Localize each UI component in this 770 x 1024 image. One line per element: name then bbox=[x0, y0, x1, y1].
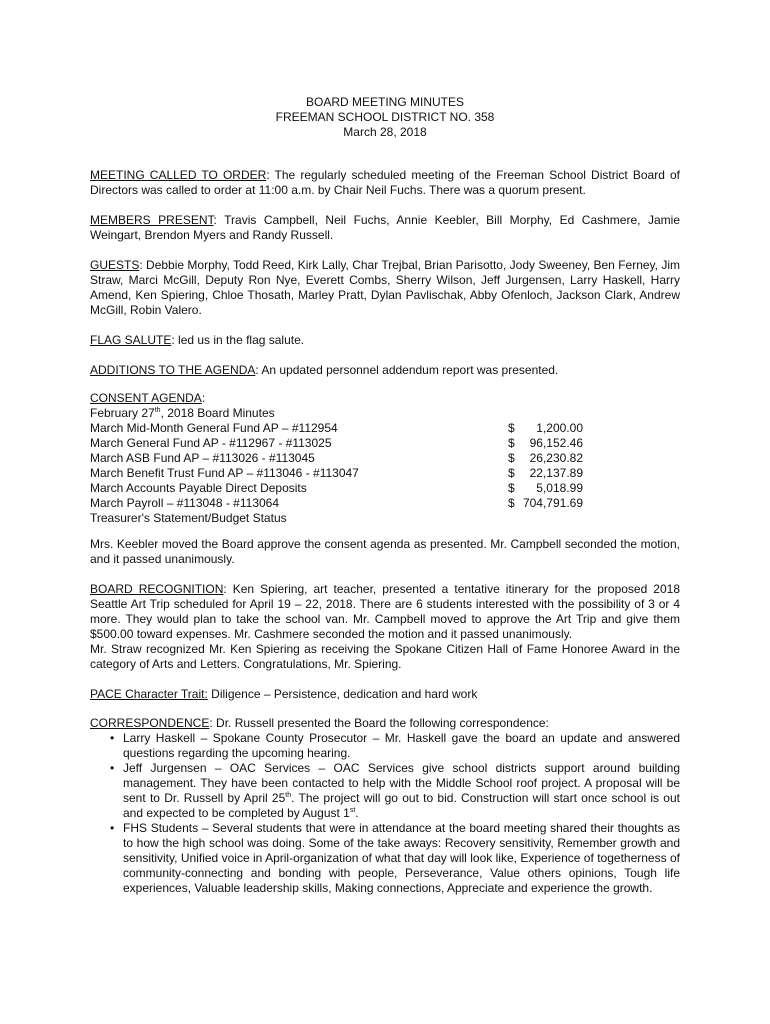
currency-symbol: $ bbox=[508, 481, 515, 495]
section-text: : Travis Campbell, Neil Fuchs, Annie Keebler, Bill Morphy, Ed Cashmere, Jamie Weingart, Brendon Myers and Randy Russell. bbox=[90, 213, 680, 242]
bullet-icon: • bbox=[110, 821, 115, 835]
list-item-text: Larry Haskell – Spokane County Prosecutor – Mr. Haskell gave the board an update and answered questions regarding the upcoming hearing. bbox=[123, 731, 680, 760]
section-heading: ADDITIONS TO THE AGENDA bbox=[90, 363, 256, 377]
list-item bbox=[90, 821, 680, 896]
currency-symbol: $ bbox=[508, 466, 515, 480]
additions-section bbox=[90, 363, 680, 378]
amount-value: 22,137.89 bbox=[529, 466, 583, 480]
bullet-icon: • bbox=[110, 761, 115, 775]
section-heading: CONSENT AGENDA bbox=[90, 391, 202, 405]
bullet-icon: • bbox=[110, 731, 115, 745]
motion-text: Mrs. Keebler moved the Board approve the consent agenda as presented. Mr. Campbell seconded the motion, and it passed unanimously. bbox=[90, 537, 680, 566]
correspondence-section bbox=[90, 716, 680, 896]
guests-section bbox=[90, 258, 680, 318]
meeting-called-section bbox=[90, 168, 680, 198]
section-heading: PACE Character Trait: bbox=[90, 687, 208, 701]
consent-item-row bbox=[90, 466, 680, 481]
section-text: : The regularly scheduled meeting of the Freeman School District Board of Directors was called to order at 11:00 a.m. by Chair Neil Fuchs. There was a quorum present. bbox=[90, 168, 680, 197]
amount-value: 1,200.00 bbox=[536, 421, 583, 435]
treasurer-statement: Treasurer's Statement/Budget Status bbox=[90, 511, 287, 525]
heading-colon: : bbox=[201, 391, 206, 405]
amount-value: 704,791.69 bbox=[522, 496, 583, 510]
consent-item-row bbox=[90, 496, 680, 511]
currency-symbol: $ bbox=[508, 421, 515, 435]
section-text: Diligence – Persistence, dedication and hard work bbox=[207, 687, 478, 701]
consent-item-label: March ASB Fund AP – #113026 - #113045 bbox=[90, 451, 315, 465]
section-heading: GUESTS bbox=[90, 258, 140, 272]
correspondence-list bbox=[90, 731, 680, 896]
consent-item-row bbox=[90, 481, 680, 496]
ordinal-suffix: th bbox=[154, 407, 161, 414]
document-header bbox=[0, 95, 770, 140]
flag-salute-section bbox=[90, 333, 680, 348]
members-present-section bbox=[90, 213, 680, 243]
minutes-date: February 27 bbox=[90, 406, 155, 420]
consent-items-list bbox=[90, 421, 680, 511]
amount-value: 96,152.46 bbox=[529, 436, 583, 450]
consent-item-row bbox=[90, 436, 680, 451]
document-title: BOARD MEETING MINUTES bbox=[305, 95, 464, 109]
district-name: FREEMAN SCHOOL DISTRICT NO. 358 bbox=[275, 110, 495, 124]
list-item-text: FHS Students – Several students that were in attendance at the board meeting shared their thoughts as to how the high school was doing. Some of the take aways: Recovery sensitivity, Remember growth and sensitivity, Unified voice in April-organization of what that day will look like, Experience of togetherness of community-connecting and bonding with people, Perseverance, Value others opinions, Tough life experiences, Valuable leadership skills, Making connections, Appreciate and experience the growth. bbox=[123, 821, 680, 895]
section-text: : An updated personnel addendum report was presented. bbox=[255, 363, 559, 377]
ordinal-suffix: st bbox=[349, 807, 356, 814]
pace-section bbox=[90, 687, 680, 702]
list-item-text: Jeff Jurgensen – OAC Services – OAC Services give school districts support around building management. They have been contacted to help with the Middle School roof project. A proposal will be sent to Dr. Russell by April 25 bbox=[123, 761, 680, 805]
section-text: : Ken Spiering, art teacher, presented a tentative itinerary for the proposed 2018 Seattle Art Trip scheduled for April 19 – 22, 2018. There are 6 students interested with the possibility of 3 or 4 more. They would plan to take the school van. Mr. Campbell moved to approve the Art Trip and give them $500.00 toward expenses. Mr. Cashmere seconded the motion and it passed unanimously. bbox=[90, 582, 680, 641]
section-text: : Debbie Morphy, Todd Reed, Kirk Lally, Char Trejbal, Brian Parisotto, Jody Sweeney, Ben Ferney, Jim Straw, Marci McGill, Deputy Ron Nye, Everett Combs, Sherry Wilson, Jeff Jurgensen, Larry Haskell, Harry Amend, Ken Spiering, Chloe Thosath, Marley Pratt, Dylan Pavlischak, Abby Ofenloch, Jackson Clark, Andrew McGill, Robin Valero. bbox=[90, 258, 680, 317]
section-text-2: Mr. Straw recognized Mr. Ken Spiering as receiving the Spokane Citizen Hall of Fame Honoree Award in the category of Arts and Letters. Congratulations, Mr. Spiering. bbox=[90, 642, 680, 671]
currency-symbol: $ bbox=[508, 436, 515, 450]
section-text: : led us in the flag salute. bbox=[171, 333, 305, 347]
list-item bbox=[90, 761, 680, 821]
consent-item-label: March Payroll – #113048 - #113064 bbox=[90, 496, 280, 510]
board-recognition-section bbox=[90, 582, 680, 672]
list-item bbox=[90, 731, 680, 761]
section-heading: BOARD RECOGNITION bbox=[90, 582, 224, 596]
minutes-label: , 2018 Board Minutes bbox=[160, 406, 275, 420]
section-heading: MEMBERS PRESENT bbox=[90, 213, 214, 227]
consent-item-label: March Benefit Trust Fund AP – #113046 - #113047 bbox=[90, 466, 359, 480]
ordinal-suffix: th bbox=[285, 792, 292, 799]
currency-symbol: $ bbox=[508, 496, 515, 510]
section-heading: MEETING CALLED TO ORDER bbox=[90, 168, 267, 182]
consent-agenda-section bbox=[90, 391, 680, 526]
section-text: : Dr. Russell presented the Board the following correspondence: bbox=[209, 716, 549, 730]
section-heading: CORRESPONDENCE bbox=[90, 716, 210, 730]
consent-item-label: March Mid-Month General Fund AP – #112954 bbox=[90, 421, 338, 435]
consent-motion bbox=[90, 537, 680, 567]
consent-item-row bbox=[90, 451, 680, 466]
amount-value: 26,230.82 bbox=[529, 451, 583, 465]
meeting-date: March 28, 2018 bbox=[343, 125, 427, 139]
consent-item-label: March General Fund AP - #112967 - #113025 bbox=[90, 436, 332, 450]
consent-item-label: March Accounts Payable Direct Deposits bbox=[90, 481, 307, 495]
list-item-text: . bbox=[355, 806, 359, 820]
list-item-text: . The project will go out to bid. Construction will start once school is out and expected to be completed by August 1 bbox=[123, 791, 680, 820]
consent-item-row bbox=[90, 421, 680, 436]
amount-value: 5,018.99 bbox=[536, 481, 583, 495]
section-heading: FLAG SALUTE bbox=[90, 333, 172, 347]
minutes-line bbox=[90, 406, 680, 421]
currency-symbol: $ bbox=[508, 451, 515, 465]
